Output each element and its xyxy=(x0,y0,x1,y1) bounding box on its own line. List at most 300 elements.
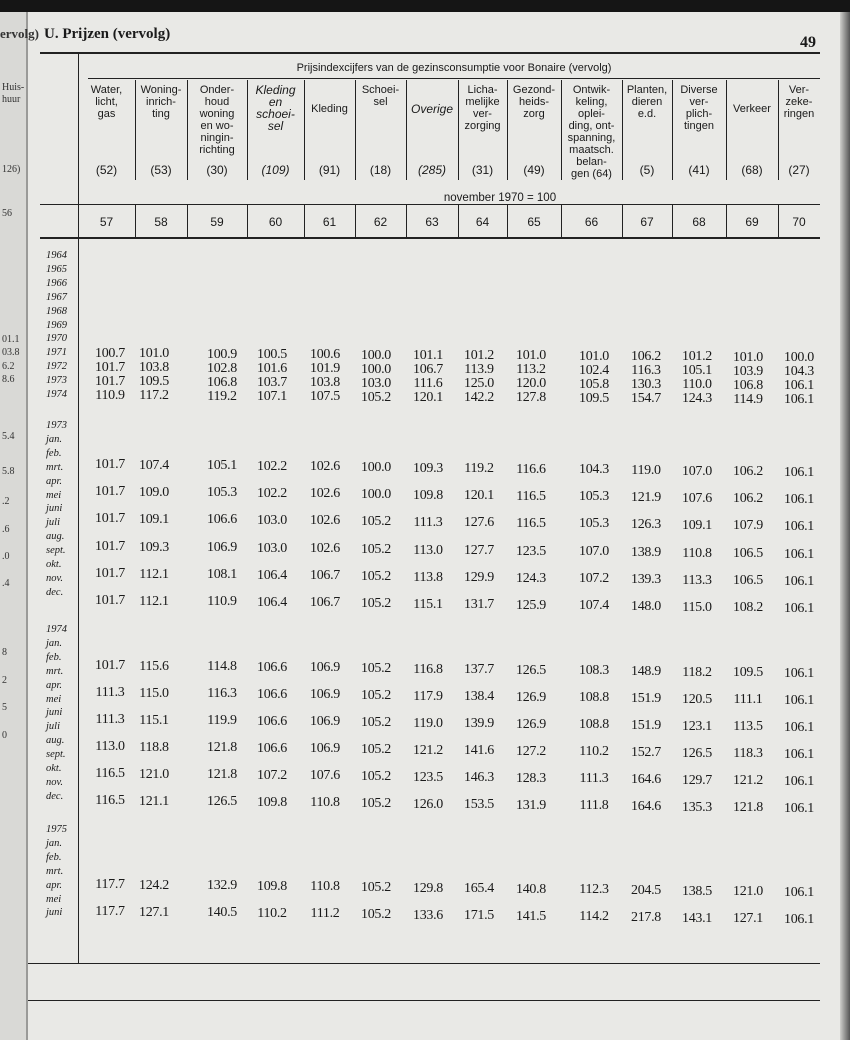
left-page-fragment: ervolg) xyxy=(0,26,39,41)
table-cell: 101.7 xyxy=(94,593,126,608)
column-header: Ver- zeke- ringen xyxy=(783,84,815,120)
page-bottom-rule xyxy=(28,1000,820,1001)
table-cell: 103.8 xyxy=(138,360,170,376)
table-cell: 123.1 xyxy=(681,718,713,734)
column-header: Ontwik- keling, oplei- ding, ont- spanning, maatsch. belan- gen (64) xyxy=(567,84,616,180)
table-cell: 217.8 xyxy=(630,910,662,925)
table-cell: 105.2 xyxy=(360,514,392,529)
table-cell: 113.0 xyxy=(95,739,125,754)
table-cell: 115.6 xyxy=(139,658,169,674)
table-cell: 106.1 xyxy=(783,746,815,762)
table-cell: 100.6 xyxy=(309,347,341,363)
table-cell: 126.5 xyxy=(515,662,547,678)
table-cell: 107.5 xyxy=(309,389,341,405)
row-label-year: 1968 xyxy=(46,305,67,317)
table-cell: 107.2 xyxy=(256,767,288,783)
table-cell: 110.8 xyxy=(682,545,712,561)
table-cell: 106.7 xyxy=(412,361,444,377)
table-cell: 100.0 xyxy=(783,349,815,365)
table-cell: 141.6 xyxy=(463,743,495,759)
table-cell: 101.1 xyxy=(412,347,444,363)
table-cell: 106.7 xyxy=(309,595,341,611)
table-cell: 106.6 xyxy=(256,740,288,756)
row-label-year: 1972 xyxy=(46,361,67,373)
table-cell: 106.5 xyxy=(732,546,764,562)
row-label-year: 1971 xyxy=(46,347,67,359)
table-cell: 110.0 xyxy=(682,377,712,393)
table-cell: 103.7 xyxy=(256,374,288,390)
row-label-month: juli xyxy=(46,721,61,733)
table-cell: 105.2 xyxy=(360,742,392,757)
row-label-year: 1967 xyxy=(46,291,67,303)
table-cell: 114.9 xyxy=(733,391,763,407)
table-cell: 108.2 xyxy=(732,600,764,616)
table-cell: 123.5 xyxy=(515,543,547,559)
column-number: 69 xyxy=(745,215,759,229)
table-cell: 121.1 xyxy=(138,793,170,809)
table-cell: 110.9 xyxy=(95,388,125,403)
table-cell: 126.0 xyxy=(412,796,444,812)
table-cell: 129.8 xyxy=(412,880,444,896)
table-cell: 109.1 xyxy=(681,517,713,533)
table-cell: 120.5 xyxy=(681,691,713,707)
table-cell: 106.8 xyxy=(206,374,238,390)
table-cell: 100.7 xyxy=(94,346,126,361)
left-page-fragment: 01.1 xyxy=(2,334,20,345)
table-cell: 116.5 xyxy=(516,515,546,531)
table-cell: 107.0 xyxy=(578,544,610,560)
row-label-month: sept. xyxy=(46,545,66,557)
table-cell: 101.7 xyxy=(94,658,126,673)
table-cell: 105.1 xyxy=(206,458,238,474)
table-cell: 111.1 xyxy=(733,692,763,708)
table-cell: 101.0 xyxy=(732,349,764,365)
table-cell: 102.4 xyxy=(578,362,610,378)
table-cell: 106.1 xyxy=(783,719,815,735)
column-number: 57 xyxy=(99,215,114,229)
table-cell: 107.4 xyxy=(138,457,170,473)
table-cell: 105.8 xyxy=(578,376,610,392)
table-cell: 100.0 xyxy=(360,361,392,377)
column-number: 62 xyxy=(373,215,388,229)
table-cell: 119.2 xyxy=(207,388,237,404)
table-cell: 111.2 xyxy=(310,906,340,922)
table-cell: 101.7 xyxy=(94,566,126,581)
column-weight: (5) xyxy=(639,163,655,177)
row-label-month: mrt. xyxy=(46,461,64,473)
table-cell: 101.2 xyxy=(463,348,495,364)
table-cell: 116.3 xyxy=(631,363,661,378)
table-cell: 105.2 xyxy=(360,688,392,703)
table-cell: 101.7 xyxy=(94,360,126,375)
row-label-month: okt. xyxy=(46,763,62,774)
table-cell: 135.3 xyxy=(681,799,713,815)
column-header: Planten, dieren e.d. xyxy=(626,84,668,120)
row-label-month: mei xyxy=(46,489,62,501)
table-cell: 132.9 xyxy=(206,878,238,894)
table-cell: 140.5 xyxy=(206,905,238,921)
column-number: 67 xyxy=(640,215,654,229)
table-cell: 103.8 xyxy=(309,375,341,391)
table-cell: 106.9 xyxy=(309,687,341,703)
column-number: 60 xyxy=(268,215,283,229)
column-weight: (49) xyxy=(523,163,545,177)
table-cell: 113.5 xyxy=(733,719,763,735)
table-cell: 165.4 xyxy=(463,881,495,897)
column-header: Kleding en schoei- sel xyxy=(255,83,296,133)
table-cell: 204.5 xyxy=(630,883,662,898)
row-label-month: juli xyxy=(46,517,61,529)
column-number: 64 xyxy=(475,215,490,229)
table-cell: 102.6 xyxy=(309,541,341,557)
table-cell: 102.2 xyxy=(256,485,288,501)
table-cell: 107.6 xyxy=(681,490,713,506)
table-cell: 113.0 xyxy=(413,542,443,558)
left-page-fragment: .2 xyxy=(2,496,10,507)
page-number: 49 xyxy=(800,34,816,51)
table-cell: 129.7 xyxy=(681,772,713,788)
row-label-month: nov. xyxy=(46,776,64,788)
row-label-month: feb. xyxy=(46,651,62,663)
column-number: 68 xyxy=(692,215,706,229)
table-cell: 127.1 xyxy=(138,904,170,920)
table-cell: 152.7 xyxy=(630,745,662,760)
base-period-note: november 1970 = 100 xyxy=(443,192,557,204)
table-cell: 121.2 xyxy=(412,742,444,758)
table-cell: 124.2 xyxy=(138,877,170,893)
table-cell: 106.1 xyxy=(783,911,815,927)
table-cell: 118.3 xyxy=(733,746,763,762)
table-cell: 100.0 xyxy=(360,460,392,475)
scan-top-border xyxy=(0,0,850,12)
row-label-month: jan. xyxy=(46,637,63,649)
table-cell: 106.9 xyxy=(309,741,341,757)
table-cell: 106.9 xyxy=(309,660,341,676)
table-cell: 105.2 xyxy=(360,661,392,676)
table-cell: 121.8 xyxy=(206,740,238,756)
table-cell: 127.2 xyxy=(515,743,547,759)
table-cell: 126.5 xyxy=(681,745,713,761)
column-weight: (27) xyxy=(788,163,810,177)
left-page-fragment: 2 xyxy=(2,675,7,686)
table-cell: 116.5 xyxy=(95,793,125,808)
table-cell: 109.0 xyxy=(138,484,170,500)
table-cell: 109.8 xyxy=(256,794,288,810)
left-page-fragment: .4 xyxy=(2,578,10,589)
table-cell: 109.3 xyxy=(138,539,170,555)
table-cell: 142.2 xyxy=(463,390,495,406)
table-cell: 111.8 xyxy=(579,798,609,814)
table-cell: 117.7 xyxy=(95,904,125,919)
row-label-month: 1974 xyxy=(46,624,67,635)
table-cell: 108.3 xyxy=(578,663,610,679)
table-cell: 106.1 xyxy=(783,692,815,708)
table-cell: 117.9 xyxy=(413,688,443,704)
row-label-month: aug. xyxy=(46,531,65,543)
table-cell: 106.9 xyxy=(206,540,238,556)
table-cell: 117.2 xyxy=(139,388,169,404)
left-page-fragment: 56 xyxy=(2,208,12,219)
table-cell: 106.1 xyxy=(783,600,815,616)
column-header: Verkeer xyxy=(733,103,771,115)
table-top-rule xyxy=(40,52,820,54)
table-cell: 119.0 xyxy=(413,715,443,731)
column-header: Woning- inrich- ting xyxy=(140,84,182,120)
table-cell: 105.3 xyxy=(578,489,610,505)
table-cell: 106.2 xyxy=(732,464,764,480)
column-number: 70 xyxy=(792,215,806,229)
row-label-month: dec. xyxy=(46,586,64,598)
table-cell: 115.1 xyxy=(413,596,443,612)
column-weight: (109) xyxy=(261,163,290,177)
column-weight: (31) xyxy=(471,163,494,177)
table-cell: 107.0 xyxy=(681,463,713,479)
table-cell: 109.5 xyxy=(138,374,170,390)
table-cell: 102.6 xyxy=(309,513,341,529)
column-weight: (52) xyxy=(95,163,118,177)
table-cell: 105.1 xyxy=(681,363,713,379)
table-cell: 120.1 xyxy=(463,488,495,504)
table-cell: 105.2 xyxy=(360,389,392,405)
table-cell: 146.3 xyxy=(463,770,495,786)
table-cell: 127.8 xyxy=(515,390,547,406)
table-cell: 105.2 xyxy=(360,596,392,611)
table-cell: 111.6 xyxy=(413,375,443,391)
table-cell: 171.5 xyxy=(463,908,495,924)
left-page-fragment: 126) xyxy=(2,164,21,175)
table-cell: 100.0 xyxy=(360,487,392,502)
table-cell: 103.9 xyxy=(732,363,764,379)
table-cell: 105.2 xyxy=(360,542,392,557)
table-cell: 118.2 xyxy=(682,664,712,680)
table-cell: 114.2 xyxy=(579,909,609,925)
column-weight: (53) xyxy=(150,163,172,177)
table-cell: 138.4 xyxy=(463,689,495,705)
row-label-month: 1975 xyxy=(46,824,67,835)
table-cell: 105.2 xyxy=(360,907,392,922)
table-cell: 105.2 xyxy=(360,796,392,811)
column-header: Water, licht, gas xyxy=(90,84,123,120)
table-cell: 109.8 xyxy=(412,487,444,503)
table-cell: 126.9 xyxy=(515,716,547,732)
table-cell: 105.2 xyxy=(360,880,392,895)
table-cell: 101.0 xyxy=(515,348,547,364)
table-cell: 126.9 xyxy=(515,689,547,705)
row-label-month: nov. xyxy=(46,572,64,584)
table-cell: 101.7 xyxy=(94,457,126,472)
column-weight: (41) xyxy=(688,163,710,177)
table-cell: 121.0 xyxy=(732,884,764,900)
table-cell: 111.3 xyxy=(413,514,443,530)
table-cell: 110.2 xyxy=(579,744,609,760)
table-cell: 151.9 xyxy=(630,691,662,706)
row-label-month: okt. xyxy=(46,559,62,570)
table-cell: 133.6 xyxy=(412,907,444,923)
table-cell: 106.2 xyxy=(630,349,662,364)
row-label-year: 1974 xyxy=(46,389,67,400)
table-cell: 108.8 xyxy=(578,690,610,706)
table-cell: 108.8 xyxy=(578,717,610,733)
table-cell: 106.8 xyxy=(732,377,764,393)
table-cell: 109.8 xyxy=(256,878,288,894)
table-cell: 109.3 xyxy=(412,460,444,476)
row-label-month: juni xyxy=(46,707,63,719)
table-cell: 107.2 xyxy=(578,571,610,587)
page-edge-shadow xyxy=(840,12,850,1040)
table-cell: 106.4 xyxy=(256,594,288,610)
table-cell: 148.9 xyxy=(630,664,662,679)
table-cell: 113.8 xyxy=(413,569,443,585)
table-cell: 125.9 xyxy=(515,597,547,613)
row-label-year: 1973 xyxy=(46,375,67,387)
table-cell: 109.5 xyxy=(732,665,764,681)
table-cell: 110.8 xyxy=(310,795,340,811)
left-page-fragment: Huis- huur xyxy=(2,82,25,105)
column-header: Overige xyxy=(410,102,454,116)
table-cell: 148.0 xyxy=(630,599,662,614)
title-rule xyxy=(88,78,820,79)
table-bottom-rule xyxy=(28,963,820,964)
column-number: 65 xyxy=(527,215,541,229)
left-page-fragment: .6 xyxy=(2,524,10,535)
table-cell: 105.2 xyxy=(360,769,392,784)
table-cell: 101.7 xyxy=(94,511,126,526)
left-page-fragment: 6.2 xyxy=(2,361,15,372)
header-rule xyxy=(40,204,820,205)
table-cell: 111.3 xyxy=(95,685,125,700)
table-cell: 126.3 xyxy=(630,517,662,532)
left-page-fragment: 8 xyxy=(2,647,7,658)
table-cell: 107.9 xyxy=(732,518,764,534)
row-label-month: juni xyxy=(46,503,63,515)
table-cell: 164.6 xyxy=(630,799,662,814)
left-page-fragment: 03.8 xyxy=(2,347,20,358)
column-weight: (91) xyxy=(318,163,341,177)
table-cell: 106.9 xyxy=(309,714,341,730)
table-cell: 106.5 xyxy=(732,573,764,589)
table-cell: 101.2 xyxy=(681,349,713,365)
row-label-month: dec. xyxy=(46,790,64,802)
table-cell: 116.8 xyxy=(413,661,443,677)
table-cell: 131.9 xyxy=(515,797,547,813)
table-cell: 126.5 xyxy=(206,794,238,810)
table-cell: 106.4 xyxy=(256,567,288,583)
table-cell: 118.8 xyxy=(139,739,169,755)
column-header: Kleding xyxy=(311,103,348,115)
column-header: Onder- houd woning en wo- ningin- richting xyxy=(199,84,235,156)
left-page-fragment: 5 xyxy=(2,702,7,713)
row-label-month: mei xyxy=(46,893,62,905)
table-cell: 105.3 xyxy=(206,485,238,501)
table-cell: 111.3 xyxy=(95,712,125,727)
table-cell: 140.8 xyxy=(515,881,547,897)
table-cell: 120.0 xyxy=(515,376,547,392)
column-number: 66 xyxy=(584,215,599,229)
table-cell: 106.6 xyxy=(206,512,238,528)
left-page-fragment: 5.8 xyxy=(2,466,15,477)
table-cell: 113.3 xyxy=(682,572,712,588)
table-cell: 121.2 xyxy=(732,773,764,789)
table-cell: 113.9 xyxy=(464,362,494,378)
table-cell: 143.1 xyxy=(681,910,713,926)
table-cell: 106.1 xyxy=(783,491,815,507)
table-cell: 106.1 xyxy=(783,391,815,407)
table-cell: 164.6 xyxy=(630,772,662,787)
table-cell: 107.6 xyxy=(309,768,341,784)
table-cell: 107.1 xyxy=(256,388,288,404)
column-weight: (285) xyxy=(417,163,446,177)
table-cell: 125.0 xyxy=(463,376,495,392)
table-cell: 110.9 xyxy=(207,594,237,610)
table-cell: 102.6 xyxy=(309,459,341,475)
table-cell: 105.2 xyxy=(360,715,392,730)
column-header: Licha- melijke ver- zorging xyxy=(464,84,501,132)
table-cell: 101.7 xyxy=(94,374,126,389)
table-cell: 100.9 xyxy=(206,346,238,362)
table-cell: 101.0 xyxy=(138,346,170,362)
table-cell: 102.6 xyxy=(309,486,341,502)
row-label-month: jan. xyxy=(46,433,63,445)
table-cell: 107.4 xyxy=(578,598,610,614)
row-label-year: 1964 xyxy=(46,250,67,261)
table-cell: 138.9 xyxy=(630,545,662,560)
table-cell: 127.7 xyxy=(463,543,495,559)
table-cell: 105.2 xyxy=(360,569,392,584)
table-cell: 115.0 xyxy=(682,599,712,615)
left-page-fragment: 5.4 xyxy=(2,431,15,442)
row-label-month: 1973 xyxy=(46,420,67,431)
column-header: Gezond- heids- zorg xyxy=(512,84,556,120)
table-cell: 106.1 xyxy=(783,518,815,534)
column-header: Schoei- sel xyxy=(361,84,400,108)
row-label-month: apr. xyxy=(46,679,63,691)
table-cell: 101.9 xyxy=(309,361,341,377)
table-cell: 113.2 xyxy=(516,362,546,378)
table-cell: 114.8 xyxy=(207,659,237,675)
table-cell: 119.9 xyxy=(207,713,237,729)
row-label-month: feb. xyxy=(46,447,62,459)
table-cell: 127.6 xyxy=(463,515,495,531)
table-cell: 106.1 xyxy=(783,884,815,900)
row-label-month: aug. xyxy=(46,735,65,747)
column-header: Diverse ver- plich- tingen xyxy=(680,84,718,132)
row-label-year: 1969 xyxy=(46,319,67,331)
table-cell: 101.6 xyxy=(256,360,288,376)
left-page-fragment: 0 xyxy=(2,730,7,741)
table-left-border xyxy=(78,54,79,964)
table-cell: 131.7 xyxy=(463,597,495,613)
row-label-year: 1965 xyxy=(46,263,67,275)
row-label-month: feb. xyxy=(46,851,62,863)
row-label-month: sept. xyxy=(46,749,66,761)
table-cell: 106.6 xyxy=(256,686,288,702)
table-cell: 121.0 xyxy=(138,766,170,782)
row-label-month: apr. xyxy=(46,879,63,891)
table-cell: 124.3 xyxy=(681,391,713,407)
table-cell: 109.5 xyxy=(578,390,610,406)
table-cell: 102.8 xyxy=(206,360,238,376)
table-cell: 100.0 xyxy=(360,347,392,363)
column-weight: (18) xyxy=(369,163,392,177)
table-cell: 151.9 xyxy=(630,718,662,733)
row-label-year: 1970 xyxy=(46,333,67,345)
table-cell: 103.0 xyxy=(256,540,288,556)
table-cell: 141.5 xyxy=(515,908,547,924)
table-cell: 106.1 xyxy=(783,464,815,480)
column-weight: (68) xyxy=(741,163,763,177)
row-label-month: mrt. xyxy=(46,665,64,677)
table-cell: 138.5 xyxy=(681,883,713,899)
